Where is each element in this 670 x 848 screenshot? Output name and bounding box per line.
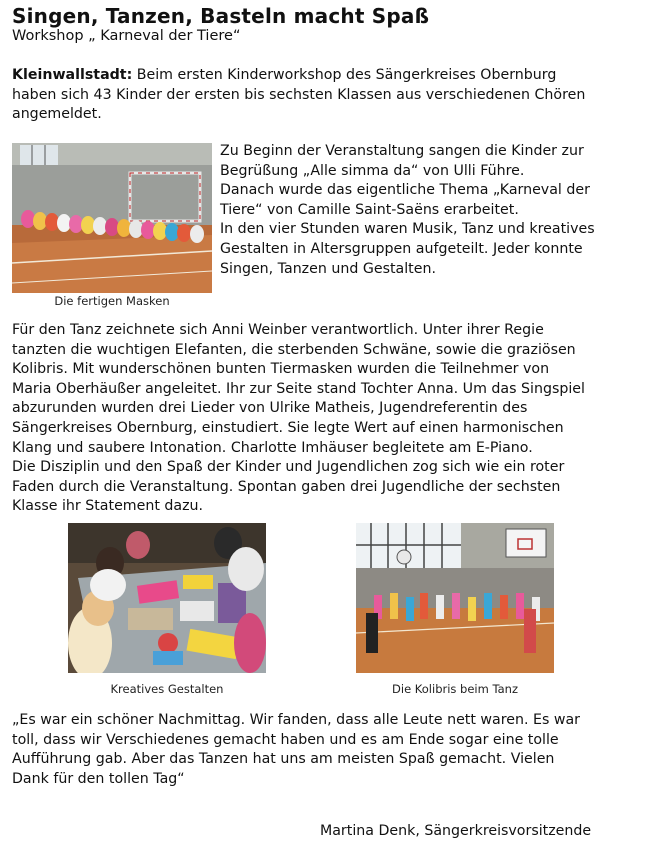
intro-line-3: angemeldet. (12, 106, 102, 123)
main-text-line: Sängerkreises Obernburg, einstudiert. Sie legte Wert auf einen harmonischen (12, 419, 564, 436)
article-subtitle: Workshop „ Karneval der Tiere“ (12, 28, 241, 44)
quote-text-line: Dank für den tollen Tag“ (12, 770, 185, 787)
intro-line-1-rest: Beim ersten Kinderworkshop des Sängerkreises Obernburg (132, 67, 557, 83)
main-text-line: Für den Tanz zeichnete sich Anni Weinber verantwortlich. Unter ihrer Regie (12, 322, 544, 338)
intro-paragraph (12, 66, 652, 125)
crafts-caption: Kreatives Gestalten (110, 682, 224, 696)
crafts-photo (68, 523, 266, 673)
masks-caption: Die fertigen Masken (54, 294, 170, 308)
main-text-line: Klasse ihr Statement dazu. (12, 498, 204, 515)
main-text-line: Klang und saubere Intonation. Charlotte Imhäuser begleitete am E-Piano. (12, 439, 533, 456)
right-text-line: Gestalten in Altersgruppen aufgeteilt. Jeder konnte (220, 240, 583, 257)
quote-text-line: „Es war ein schöner Nachmittag. Wir fanden, dass alle Leute nett waren. Es war (12, 712, 580, 728)
main-text-line: Maria Oberhäußer angeleitet. Ihr zur Seite stand Tochter Anna. Um das Singspiel (12, 380, 585, 397)
dance-photo-image (356, 523, 554, 673)
dance-photo (356, 523, 554, 673)
main-text-line: abzurunden wurden drei Lieder von Ulrike Matheis, Jugendreferentin des (12, 400, 528, 417)
right-text-line: Begrüßung „Alle simma da“ von Ulli Führe. (220, 162, 525, 179)
right-text-line: Tiere“ von Camille Saint-Saëns erarbeitet. (220, 201, 519, 218)
right-column-text (220, 142, 660, 279)
quote-paragraph (12, 711, 657, 789)
masks-photo (12, 143, 212, 293)
right-text-line: Danach wurde das eigentliche Thema „Karneval der (220, 182, 590, 199)
dance-caption: Die Kolibris beim Tanz (392, 682, 518, 696)
intro-line-1 (12, 66, 652, 86)
main-text-line: Die Disziplin und den Spaß der Kinder und Jugendlichen zog sich wie ein roter (12, 459, 565, 476)
quote-text-line: toll, dass wir Verschiedenes gemacht haben und es am Ende sogar eine tolle (12, 731, 559, 748)
article-title: Singen, Tanzen, Basteln macht Spaß (12, 4, 430, 28)
crafts-photo-image (68, 523, 266, 673)
right-text-line: In den vier Stunden waren Musik, Tanz und kreatives (220, 221, 595, 238)
quote-text-line: Aufführung gab. Aber das Tanzen hat uns am meisten Spaß gemacht. Vielen (12, 751, 555, 768)
intro-lead: Kleinwallstadt: (12, 67, 133, 83)
intro-line-2: haben sich 43 Kinder der ersten bis sechsten Klassen aus verschiedenen Chören (12, 86, 586, 103)
author-signature: Martina Denk, Sängerkreisvorsitzende (320, 823, 592, 839)
main-text-line: Faden durch die Veranstaltung. Spontan gaben drei Jugendliche der sechsten (12, 478, 561, 495)
main-text-line: tanzten die wuchtigen Elefanten, die sterbenden Schwäne, sowie die graziösen (12, 341, 576, 358)
right-text-line: Zu Beginn der Veranstaltung sangen die Kinder zur (220, 143, 584, 159)
main-paragraph (12, 321, 657, 517)
right-text-line: Singen, Tanzen und Gestalten. (220, 260, 436, 277)
main-text-line: Kolibris. Mit wunderschönen bunten Tiermasken wurden die Teilnehmer von (12, 361, 550, 378)
masks-photo-image (12, 143, 212, 293)
